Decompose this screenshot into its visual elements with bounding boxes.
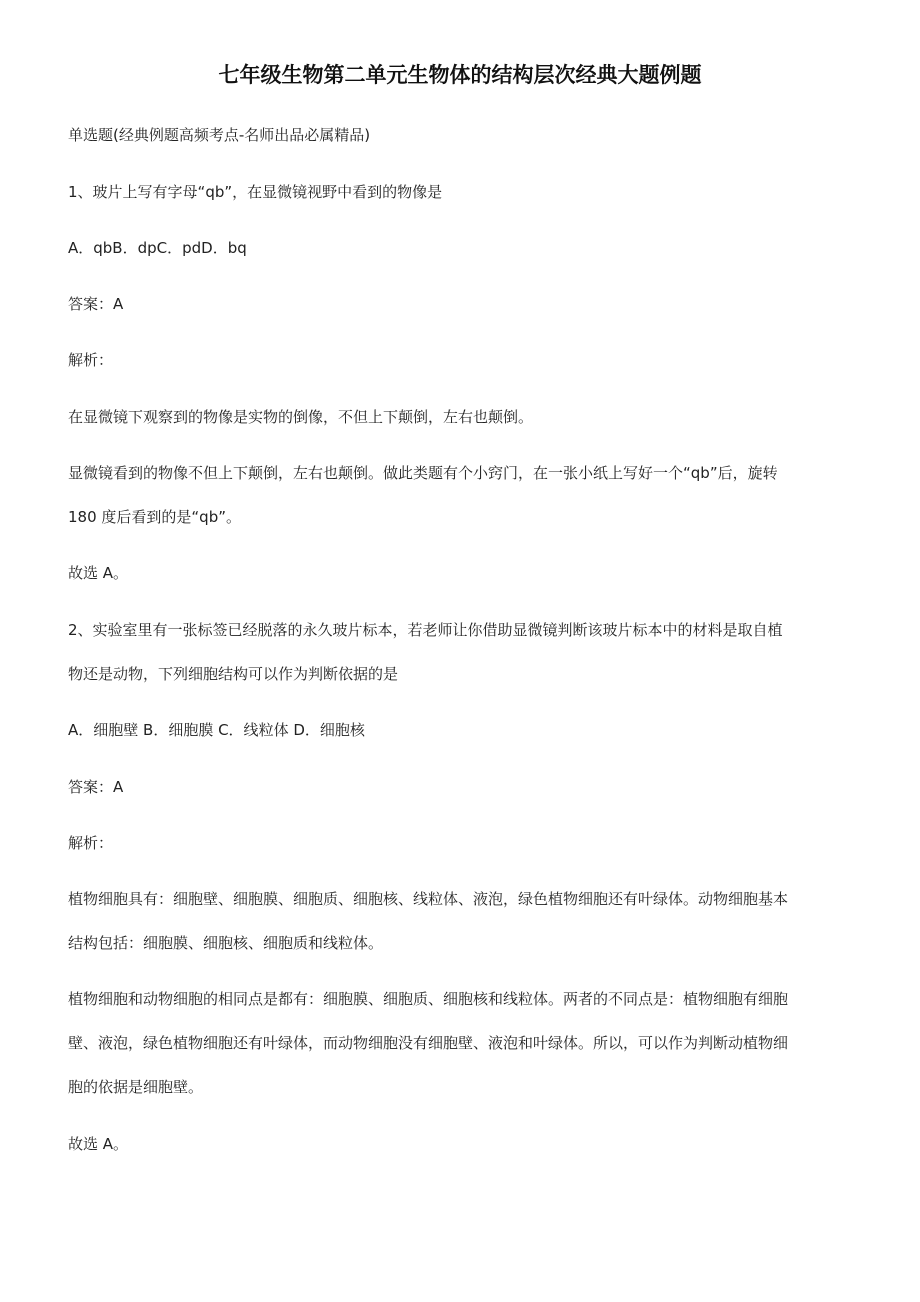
question-2 [68, 608, 852, 696]
question-1-conclusion-text: 故选 A。 [68, 564, 129, 582]
question-2-analysis-p1-line2: 结构包括：细胞膜、细胞核、细胞质和线粒体。 [68, 934, 384, 952]
question-1-answer [68, 282, 852, 326]
question-2-line1: 2、实验室里有一张标签已经脱落的永久玻片标本，若老师让你借助显微镜判断该玻片标本中的材料是取自植 [68, 621, 783, 639]
question-1-analysis-p2-line2: 180 度后看到的是“qb”。 [68, 508, 241, 526]
question-1-analysis-p2-line1: 显微镜看到的物像不但上下颠倒，左右也颠倒。做此类题有个小窍门，在一张小纸上写好一个“qb”后，旋转 [68, 464, 778, 482]
question-2-analysis-label [68, 821, 852, 865]
question-1-analysis-label [68, 338, 852, 382]
question-2-analysis-p2-line2: 壁、液泡，绿色植物细胞还有叶绿体，而动物细胞没有细胞壁、液泡和叶绿体。所以，可以作为判断动植物细 [68, 1034, 789, 1052]
question-2-analysis-p1-line1: 植物细胞具有：细胞壁、细胞膜、细胞质、细胞核、线粒体、液泡，绿色植物细胞还有叶绿体。动物细胞基本 [68, 890, 789, 908]
question-2-answer [68, 765, 852, 809]
question-1-options-text: A．qbB．dpC．pdD．bq [68, 239, 247, 257]
question-1-conclusion [68, 551, 852, 595]
question-2-conclusion [68, 1122, 852, 1166]
question-2-analysis-label-text: 解析： [68, 834, 114, 852]
page-title: 七年级生物第二单元生物体的结构层次经典大题例题 [218, 63, 702, 87]
question-2-line2: 物还是动物，下列细胞结构可以作为判断依据的是 [68, 665, 399, 683]
question-2-conclusion-text: 故选 A。 [68, 1135, 129, 1153]
question-1-analysis-label-text: 解析： [68, 351, 114, 369]
question-2-options [68, 708, 852, 752]
question-1-options [68, 226, 852, 270]
question-2-analysis-p1 [68, 877, 852, 965]
question-2-analysis-p2 [68, 977, 852, 1109]
question-2-analysis-p2-line3: 胞的依据是细胞壁。 [68, 1078, 204, 1096]
question-1 [68, 170, 852, 214]
question-2-answer-text: 答案：A [68, 778, 124, 796]
question-2-analysis-p2-line1: 植物细胞和动物细胞的相同点是都有：细胞膜、细胞质、细胞核和线粒体。两者的不同点是：植物细胞有细胞 [68, 990, 789, 1008]
section-header [68, 113, 852, 157]
question-1-analysis-p2 [68, 451, 852, 539]
question-1-answer-text: 答案：A [68, 295, 124, 313]
question-2-options-text: A．细胞壁 B．细胞膜 C．线粒体 D．细胞核 [68, 721, 365, 739]
section-header-text: 单选题(经典例题高频考点-名师出品必属精品) [68, 126, 371, 144]
question-1-text: 1、玻片上写有字母“qb”，在显微镜视野中看到的物像是 [68, 183, 443, 201]
question-1-analysis-p1 [68, 395, 852, 439]
question-1-analysis-p1-text: 在显微镜下观察到的物像是实物的倒像，不但上下颠倒，左右也颠倒。 [68, 408, 534, 426]
